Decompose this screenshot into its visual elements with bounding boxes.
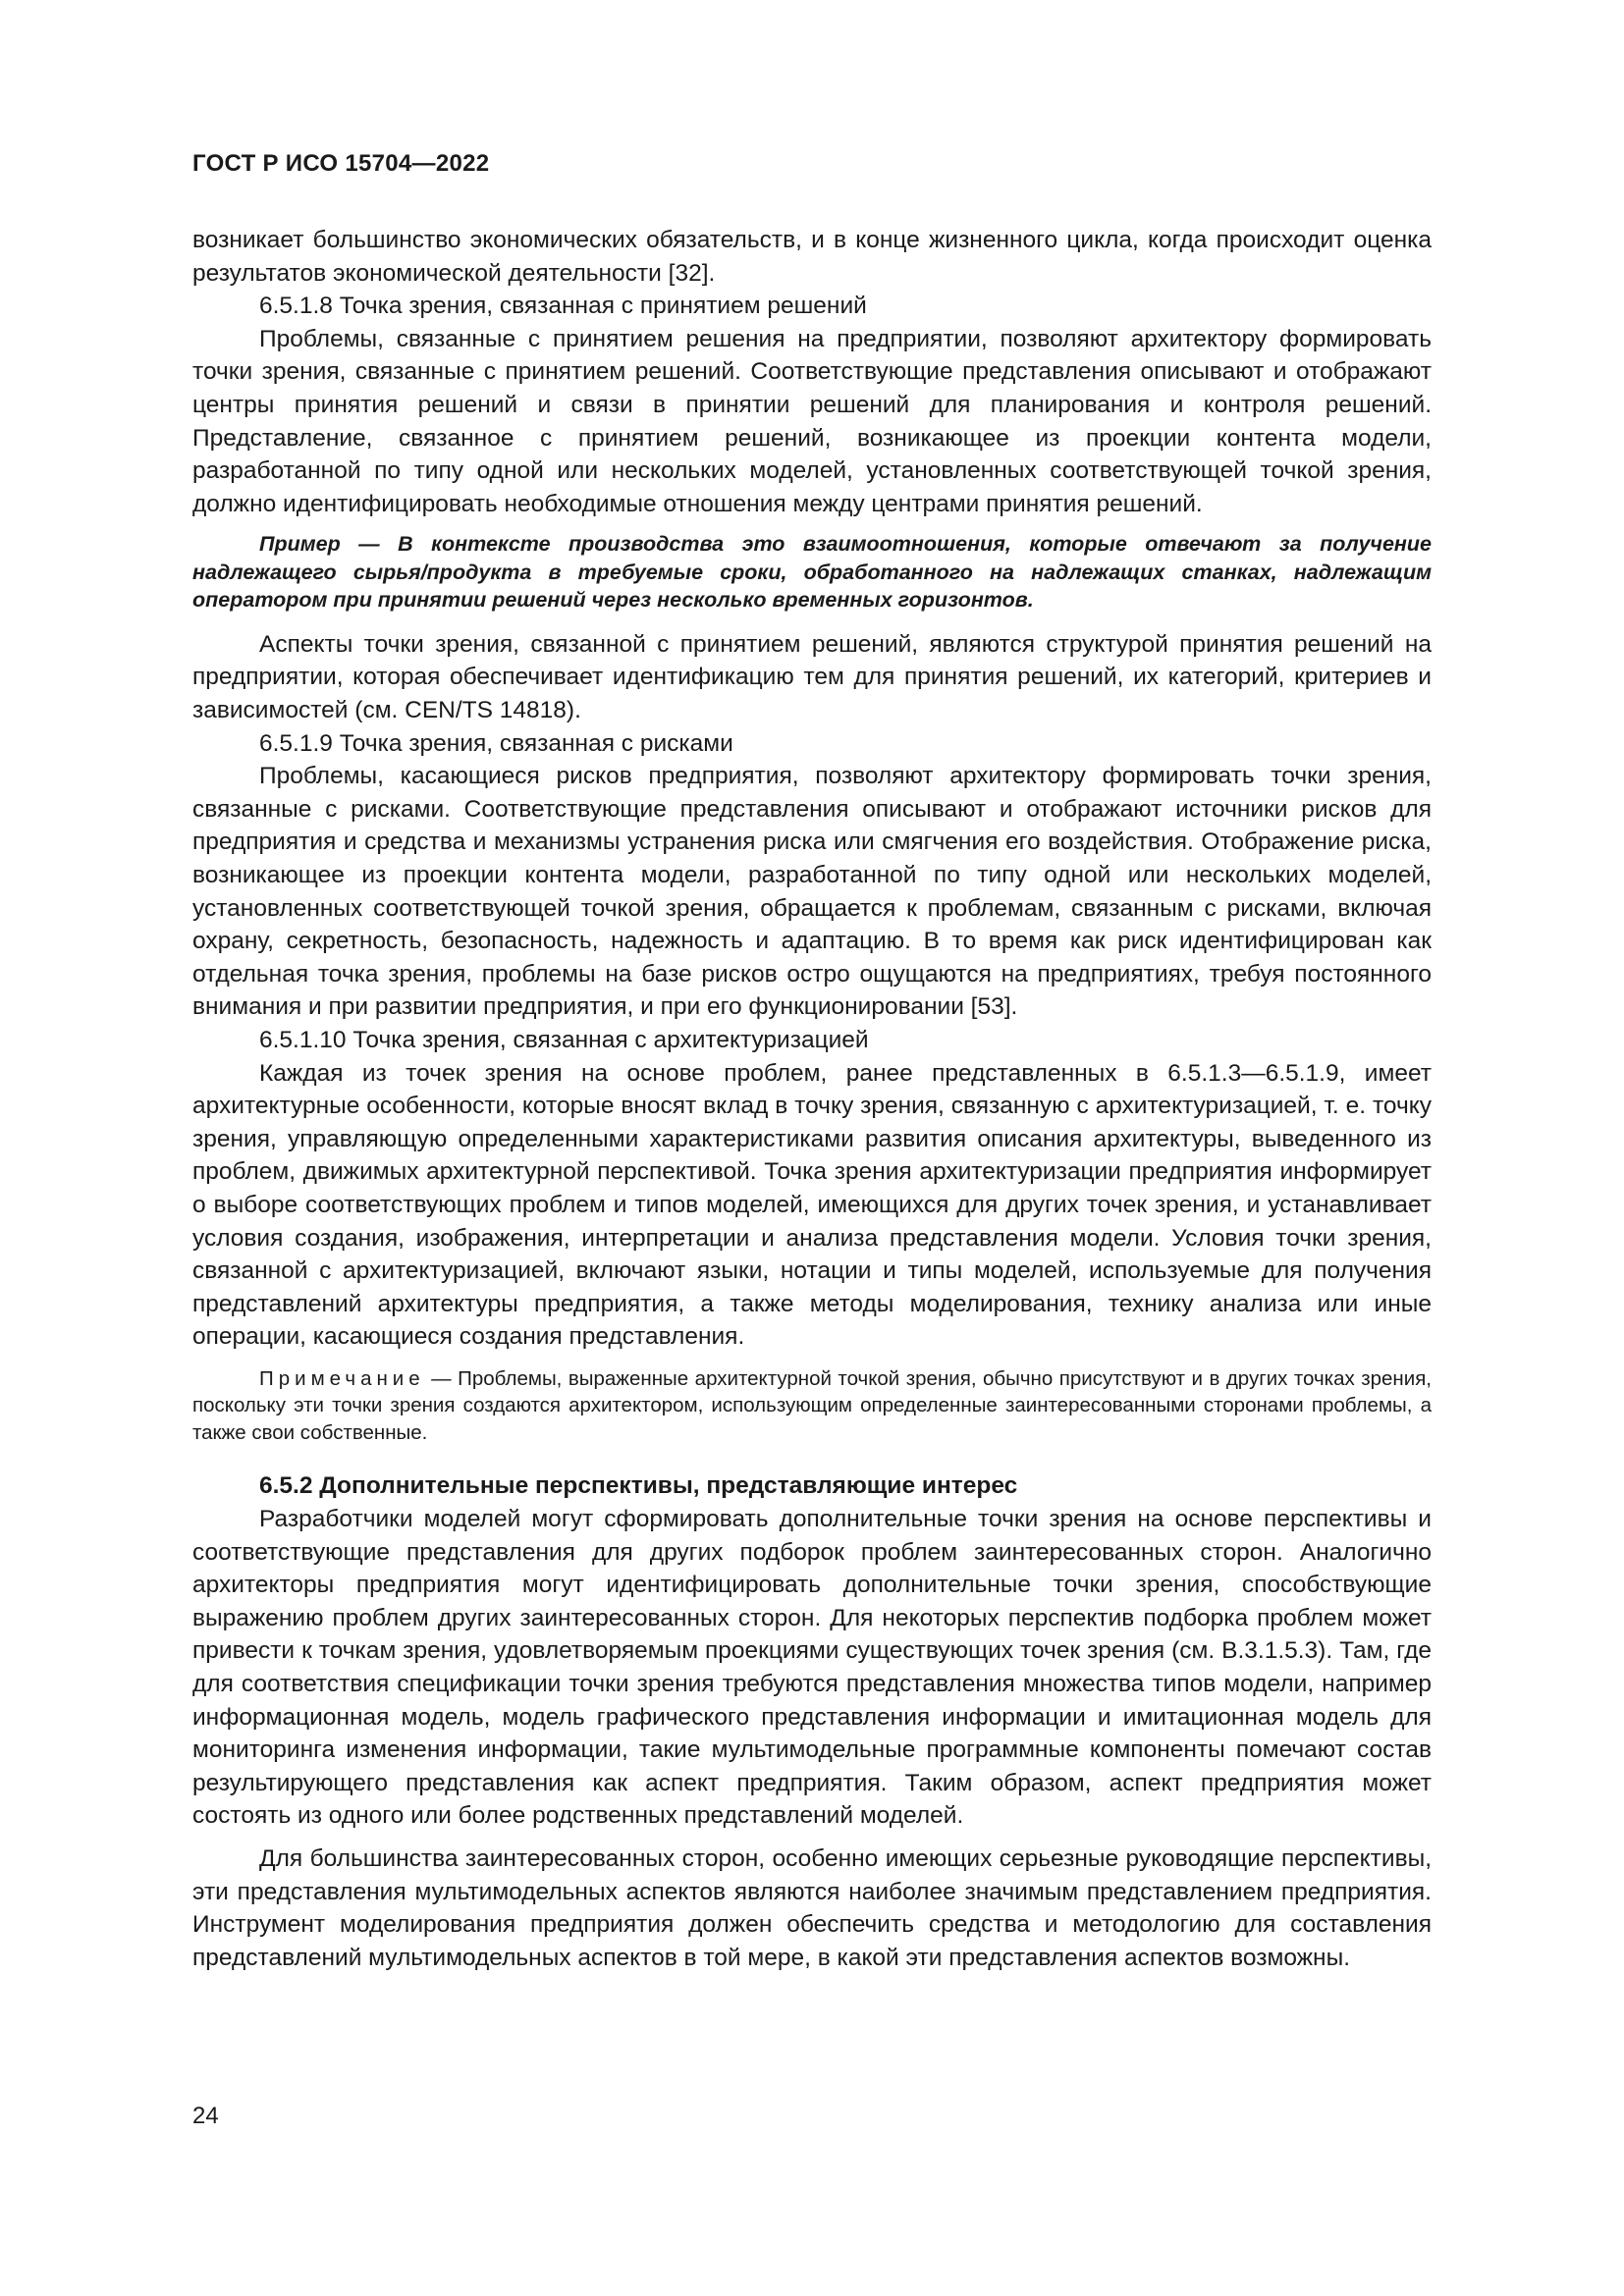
example-block: Пример — В контексте производства это взаимоотношения, которые отвечают за получение надлежащего сырья/продукта в требуемые сроки, обработанного на надлежащих станках, надлежащим оператором при принятии решений через несколько временных горизонтов. — [192, 532, 1432, 613]
subsection-heading-6-5-2: 6.5.2 Дополнительные перспективы, представляющие интерес — [259, 1472, 1018, 1500]
paragraph-risk-viewpoint: Проблемы, касающиеся рисков предприятия, позволяют архитектору формировать точки зрения, связанные с рисками. Соответствующие представления описывают и отображают источники рисков для предприятия и средства и механизмы устранения риска или смягчения его воздействия. Отображение риска, возникающее из проекции контента модели, разработанной по типу одной или нескольких моделей, установленных соответствующей точкой зрения, обращается к проблемам, связанным с рисками, включая охрану, секретность, безопасность, надежность и адаптацию. В то время как риск идентифицирован как отдельная точка зрения, проблемы на базе рисков остро ощущаются на предприятиях, требуя постоянного внимания и при развитии предприятия, и при его функционировании [53]. — [192, 763, 1432, 1021]
clause-heading-6-5-1-8: 6.5.1.8 Точка зрения, связанная с принятием решений — [259, 293, 867, 320]
paragraph-multimodel-aspects: Для большинства заинтересованных сторон, особенно имеющих серьезные руководящие перспективы, эти представления мультимодельных аспектов являются наиболее значимым представлением предприятия. Инструмент моделирования предприятия должен обеспечить средства и методологию для составления представлений мультимодельных аспектов в той мере, в какой эти представления аспектов возможны. — [192, 1844, 1432, 1971]
note-block — [192, 1365, 1432, 1447]
paragraph-additional-perspectives: Разработчики моделей могут сформировать дополнительные точки зрения на основе перспективы и соответствующие представления для других подборок проблем заинтересованных сторон. Аналогично архитекторы предприятия могут идентифицировать дополнительные точки зрения, способствующие выражению проблем других заинтересованных сторон. Для некоторых перспектив подборка проблем может привести к точкам зрения, удовлетворяемым проекциями существующих точек зрения (см. В.3.1.5.3). Там, где для соответствия спецификации точки зрения требуются представления множества типов модели, например информационная модель, модель графического представления информации и имитационная модель для мониторинга изменения информации, такие мультимодельные программные компоненты помечают состав результирующего представления как аспект предприятия. Таким образом, аспект предприятия может состоять из одного или более родственных представлений моделей. — [192, 1506, 1432, 1830]
clause-heading-6-5-1-10: 6.5.1.10 Точка зрения, связанная с архитектуризацией — [259, 1026, 869, 1053]
page-body — [192, 224, 1432, 1974]
paragraph-continuation: возникает большинство экономических обязательств, и в конце жизненного цикла, когда происходит оценка результатов экономической деятельности [32]. — [192, 227, 1432, 287]
clause-heading-6-5-1-9: 6.5.1.9 Точка зрения, связанная с рисками — [259, 729, 733, 757]
paragraph-decision-aspects: Аспекты точки зрения, связанной с принятием решений, являются структурой принятия решений на предприятии, которая обеспечивает идентификацию тем для принятия решений, их категорий, критериев и зависимостей (см. CEN/TS 14818). — [192, 630, 1432, 724]
note-label: Примечание — [259, 1366, 425, 1390]
paragraph-architecturization-viewpoint: Каждая из точек зрения на основе проблем, ранее представленных в 6.5.1.3—6.5.1.9, имеет архитектурные особенности, которые вносят вклад в точку зрения, связанную с архитектуризацией, т. е. точку зрения, управляющую определенными характеристиками развития описания архитектуры, выведенного из проблем, движимых архитектурной перспективой. Точка зрения архитектуризации предприятия информирует о выборе соответствующих проблем и типов моделей, имеющихся для других точек зрения, и устанавливает условия создания, изображения, интерпретации и анализа представления модели. Условия точки зрения, связанной с архитектуризацией, включают языки, нотации и типы моделей, используемые для получения представлений архитектуры предприятия, а также методы моделирования, технику анализа или иные операции, касающиеся создания представления. — [192, 1059, 1432, 1351]
paragraph-decision-viewpoint: Проблемы, связанные с принятием решения на предприятии, позволяют архитектору формировать точки зрения, связанные с принятием решений. Соответствующие представления описывают и отображают центры принятия решений и связи в принятии решений для планирования и контроля решений. Представление, связанное с принятием решений, возникающее из проекции контента модели, разработанной по типу одной или нескольких моделей, установленных соответствующей точкой зрения, должно идентифицировать необходимые отношения между центрами принятия решений. — [192, 325, 1432, 517]
document-code-header: ГОСТ Р ИСО 15704—2022 — [192, 150, 490, 177]
page-number: 24 — [192, 2103, 219, 2129]
note-text: — Проблемы, выраженные архитектурной точкой зрения, обычно присутствуют и в других точках зрения, поскольку эти точки зрения создаются архитектором, использующим определенные заинтересованными сторонами проблемы, а также свои собственные. — [192, 1366, 1432, 1444]
